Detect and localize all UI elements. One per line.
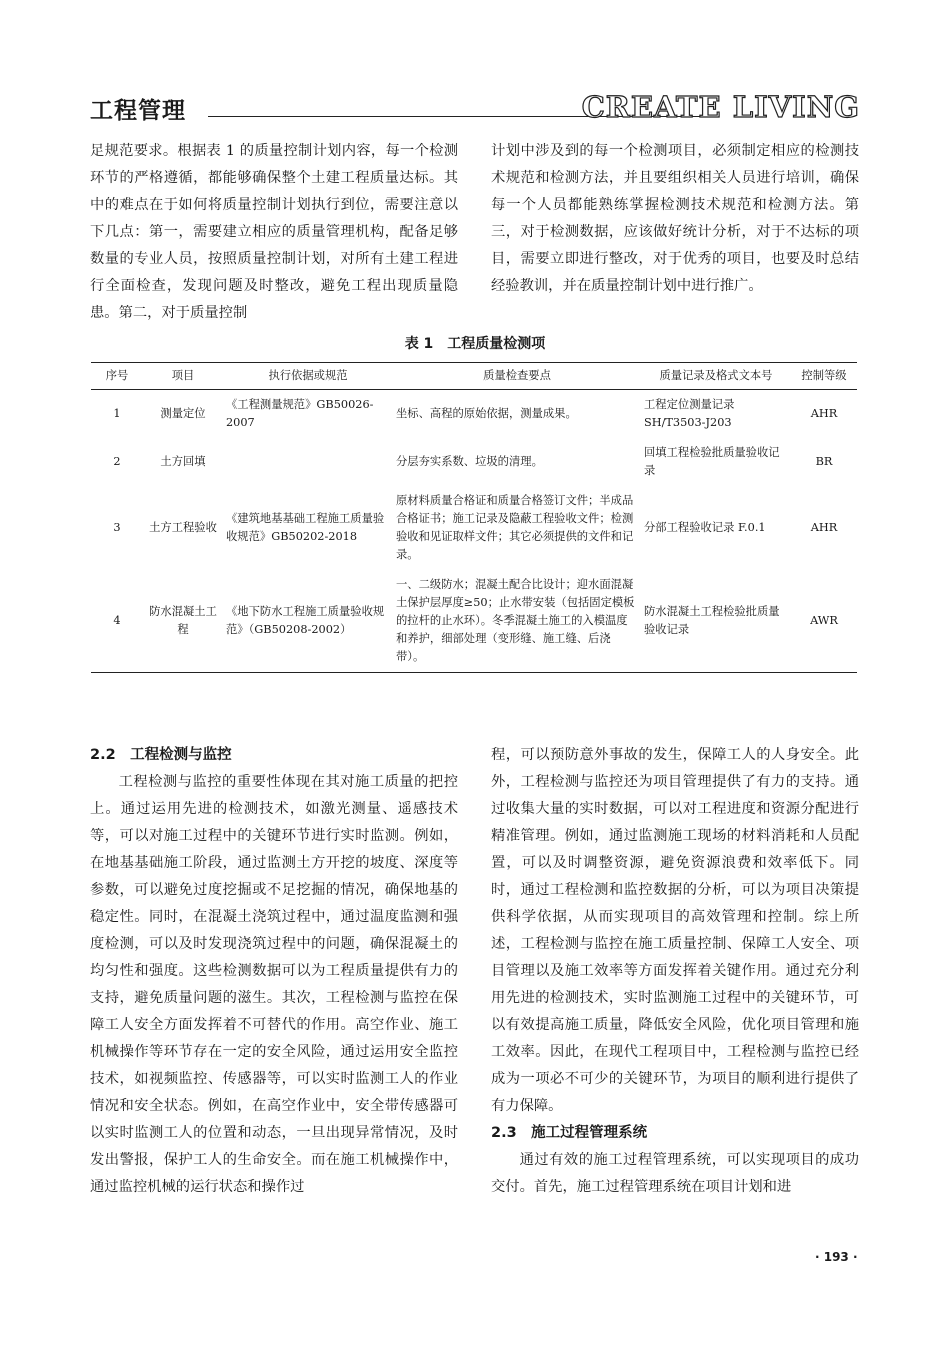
paragraph: 工程检测与监控的重要性体现在其对施工质量的把控上。通过运用先进的检测技术，如激光测量、遥感技术等，可以对施工过程中的关键环节进行实时监测。例如，在地基基础施工阶段，通过监测土方开挖的坡度、深度等参数，可以避免过度挖掘或不足挖掘的情况，确保地基的稳定性。同时，在混凝土浇筑过程中，通过温度监测和强度检测，可以及时发现浇筑过程中的问题，确保混凝土的均匀性和强度。这些检测数据可以为工程质量提供有力的支持，避免质量问题的滋生。其次，工程检测与监控在保障工人安全方面发挥着不可替代的作用。高空作业、施工机械操作等环节存在一定的安全风险，通过运用安全监控技术，如视频监控、传感器等，可以实时监测工人的作业情况和安全状态。例如，在高空作业中，安全带传感器可以实时监测工人的位置和动态，一旦出现异常情况，及时发出警报，保护工人的生命安全。而在施工机械操作中，通过监控机械的运行状态和操作过	[90, 774, 458, 1195]
bottom-right-column	[491, 742, 859, 1201]
section-heading-2-3: 2.3 施工过程管理系统	[491, 1125, 648, 1141]
table-cell: 《地下防水工程施工质量验收规范》（GB50208-2002）	[223, 570, 393, 673]
table-cell: 《建筑地基基础工程施工质量验收规范》GB50202-2018	[226, 512, 385, 543]
paragraph: 通过有效的施工过程管理系统，可以实现项目的成功交付。首先，施工过程管理系统在项目计划和进	[491, 1152, 859, 1195]
table-cell: 分层夯实系数、垃圾的清理。	[396, 455, 543, 468]
running-header	[90, 90, 860, 130]
table-row	[91, 390, 857, 439]
header-cell: 项目	[143, 363, 223, 390]
table-cell: 防水混凝土工程	[143, 570, 223, 673]
table-cell: AHR	[810, 521, 838, 534]
section-heading-2-2: 2.2 工程检测与监控	[90, 747, 232, 763]
table-cell: 土方回填	[160, 455, 206, 468]
table-cell: AHR	[810, 407, 838, 420]
header-cell: 质量检查要点	[393, 363, 641, 390]
table-cell: 2	[113, 455, 121, 468]
table-cell: 工程定位测量记录 SH/T3503-J203	[644, 398, 735, 429]
table-cell: BR	[815, 455, 833, 468]
table-cell: 4	[91, 570, 143, 673]
journal-name: 工程管理	[90, 98, 186, 124]
table-row	[91, 438, 857, 486]
header-cell: 执行依据或规范	[223, 363, 393, 390]
table-cell: 防水混凝土工程检验批质量验收记录	[641, 570, 791, 673]
page-number: · 193 ·	[815, 1250, 858, 1264]
table-header-row	[91, 363, 857, 390]
table-cell: 分部工程验收记录 F.0.1	[644, 521, 766, 534]
header-cell: 序号	[91, 363, 143, 390]
table-cell: 回填工程检验批质量验收记录	[644, 446, 780, 477]
table-cell: 原材料质量合格证和质量合格签订文件；半成品合格证书；施工记录及隐蔽工程验收文件；检测验收和见证取样文件；其它必须提供的文件和记录。	[396, 494, 634, 561]
top-left-column	[90, 138, 458, 327]
table-cell: 坐标、高程的原始依据，测量成果。	[396, 407, 577, 420]
table-row	[91, 570, 857, 673]
table-cell: 1	[113, 407, 121, 420]
table-cell	[223, 438, 393, 486]
table-cell: 一、二级防水；混凝土配合比设计；迎水面混凝土保护层厚度≥50；止水带安装（包括固定模板的拉杆的止水环）。冬季混凝土施工的入模温度和养护，细部处理（变形缝、施工缝、后浇带）。	[393, 570, 641, 673]
header-cell: 控制等级	[791, 363, 857, 390]
top-right-column	[491, 138, 859, 300]
table-cell: 《工程测量规范》GB50026-2007	[226, 398, 374, 429]
journal-slogan: CREATE LIVING	[581, 90, 860, 124]
table-cell: 3	[113, 521, 121, 534]
paragraph: 足规范要求。根据表 1 的质量控制计划内容，每一个检测环节的严格遵循，都能够确保整个土建工程质量达标。其中的难点在于如何将质量控制计划执行到位，需要注意以下几点：第一，需要建立相应的质量管理机构，配备足够数量的专业人员，按照质量控制计划，对所有土建工程进行全面检查，发现问题及时整改，避免工程出现质量隐患。第二，对于质量控制	[90, 143, 458, 321]
table-cell: 测量定位	[160, 407, 206, 420]
table-caption: 表 1 工程质量检测项	[404, 336, 546, 352]
paragraph: 计划中涉及到的每一个检测项目，必须制定相应的检测技术规范和检测方法，并且要组织相关人员进行培训，确保每一个人员都能熟练掌握检测技术规范和检测方法。第三，对于检测数据，应该做好统计分析，对于不达标的项目，需要立即进行整改，对于优秀的项目，也要及时总结经验教训，并在质量控制计划中进行推广。	[491, 143, 859, 294]
header-cell: 质量记录及格式文本号	[641, 363, 791, 390]
quality-inspection-table	[91, 362, 857, 673]
table-cell: AWR	[791, 570, 857, 673]
paragraph: 程，可以预防意外事故的发生，保障工人的人身安全。此外，工程检测与监控还为项目管理提供了有力的支持。通过收集大量的实时数据，可以对工程进度和资源分配进行精准管理。例如，通过监测施工现场的材料消耗和人员配置，可以及时调整资源，避免资源浪费和效率低下。同时，通过工程检测和监控数据的分析，可以为项目决策提供科学依据，从而实现项目的高效管理和控制。综上所述，工程检测与监控在施工质量控制、保障工人安全、项目管理以及施工效率等方面发挥着关键作用。通过充分利用先进的检测技术，实时监测施工过程中的关键环节，可以有效提高施工质量，降低安全风险，优化项目管理和施工效率。因此，在现代工程项目中，工程检测与监控已经成为一项必不可少的关键环节，为项目的顺利进行提供了有力保障。	[491, 747, 859, 1114]
table-row	[91, 486, 857, 570]
bottom-left-column	[90, 742, 458, 1201]
table-cell: 土方工程验收	[149, 521, 217, 534]
